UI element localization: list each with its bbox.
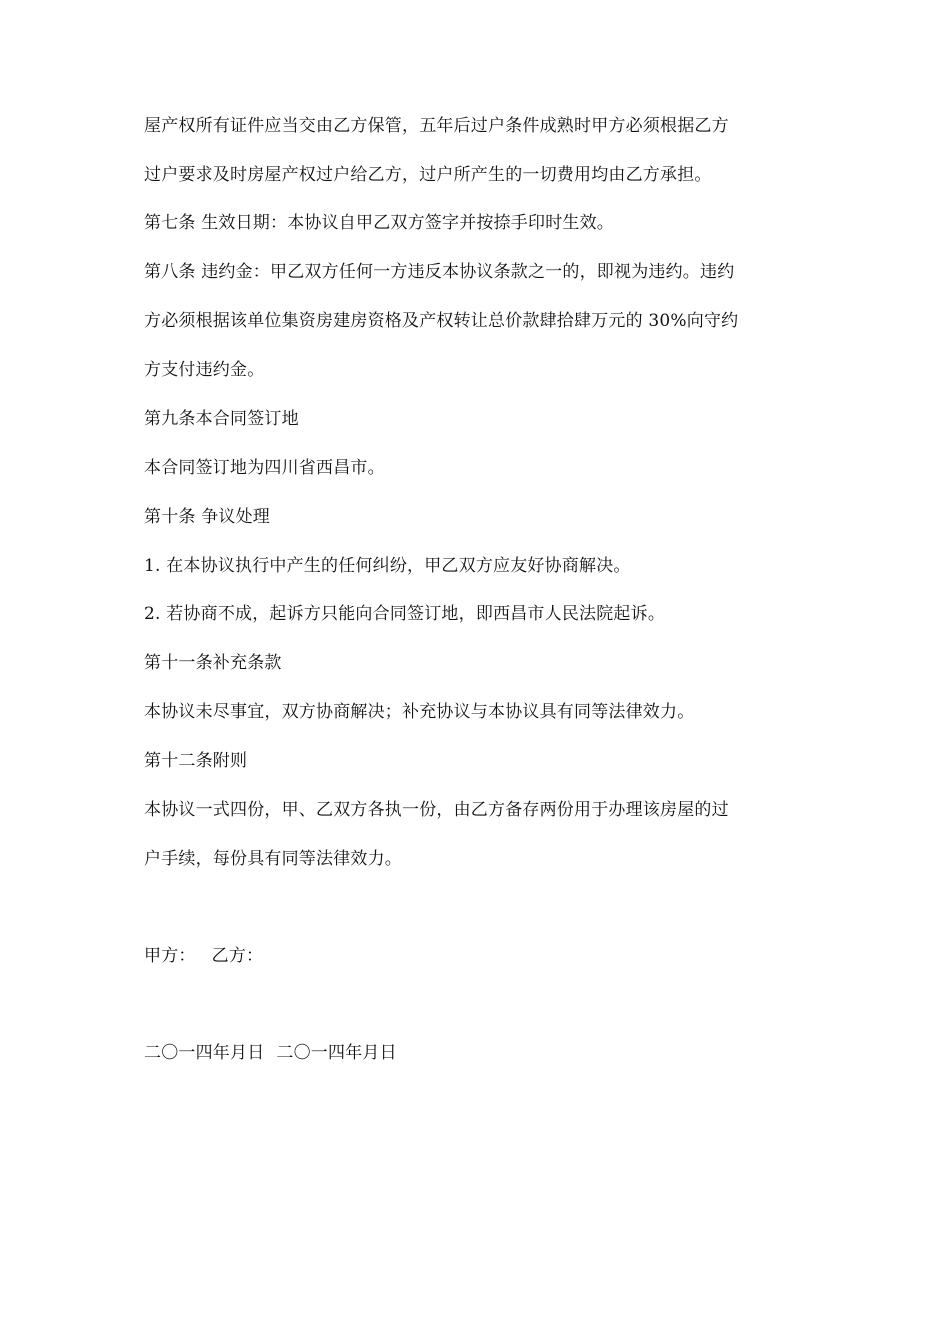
party-b-date: 二〇一四年月日 <box>276 1043 397 1063</box>
text-line-1: 屋产权所有证件应当交由乙方保管，五年后过户条件成熟时甲方必须根据乙方 <box>144 116 729 136</box>
text-line-16: 户手续，每份具有同等法律效力。 <box>144 849 402 869</box>
list-item-1: 1. 在本协议执行中产生的任何纠纷，甲乙双方应友好协商解决。 <box>144 556 631 576</box>
text-line-13: 本协议未尽事宜，双方协商解决；补充协议与本协议具有同等法律效力。 <box>144 702 695 722</box>
list-item-2: 2. 若协商不成，起诉方只能向合同签订地，即西昌市人民法院起诉。 <box>144 604 666 624</box>
party-b-label: 乙方： <box>211 946 264 966</box>
text-line-5: 方必须根据该单位集资房建房资格及产权转让总价款肆拾肆万元的 30%向守约 <box>144 311 739 331</box>
text-line-6: 方支付违约金。 <box>144 360 265 380</box>
party-a-label: 甲方： <box>144 946 196 966</box>
article-11-heading: 第十一条补充条款 <box>144 653 282 673</box>
article-10-heading: 第十条 争议处理 <box>144 507 271 527</box>
article-12-heading: 第十二条附则 <box>144 751 248 771</box>
date-line <box>144 1042 397 1064</box>
article-8: 第八条 违约金：甲乙双方任何一方违反本协议条款之一的，即视为违约。违约 <box>144 262 735 282</box>
text-line-8: 本合同签订地为四川省西昌市。 <box>144 458 385 478</box>
party-a-date: 二〇一四年月日 <box>144 1043 265 1063</box>
text-line-2: 过户要求及时房屋产权过户给乙方，过户所产生的一切费用均由乙方承担。 <box>144 165 712 185</box>
signature-line <box>144 945 263 967</box>
article-7: 第七条 生效日期：本协议自甲乙双方签字并按捺手印时生效。 <box>144 213 615 233</box>
text-line-15: 本协议一式四份，甲、乙双方各执一份，由乙方备存两份用于办理该房屋的过 <box>144 800 729 820</box>
article-9-heading: 第九条本合同签订地 <box>144 409 299 429</box>
